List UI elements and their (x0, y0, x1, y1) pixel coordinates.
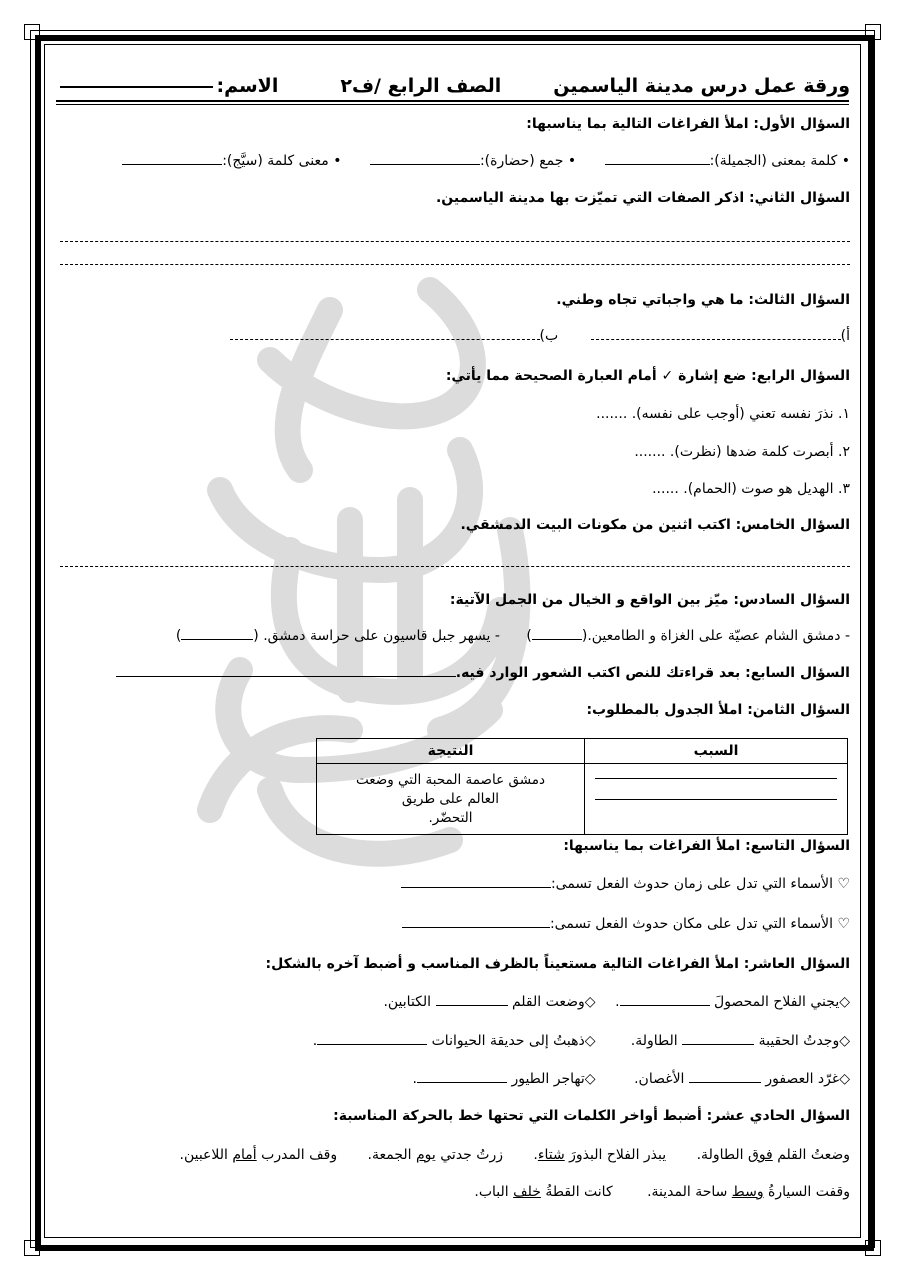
worksheet-header (60, 68, 850, 104)
q10-heading: السؤال العاشر: املأ الفراغات التالية مستعيناً بالظرف المناسب و أضبط آخره بالشكل: (265, 956, 850, 972)
q11-sentence: يبذر الفلاح البذورَ شتاء. (533, 1147, 667, 1163)
q9-heading: السؤال التاسع: املأ الفراغات بما يناسبها: (563, 838, 850, 854)
diamond-bullet-icon: ◇ (839, 1071, 850, 1087)
q10-item-text: . (412, 1071, 417, 1087)
q10-item-text: الأغصان. (634, 1071, 685, 1087)
q1-item-2-blank[interactable] (370, 163, 480, 165)
result-line: دمشق عاصمة المحبة التي وضعت (355, 771, 546, 788)
q10-item (313, 1033, 596, 1049)
q6-paren: ) (175, 628, 182, 644)
q1-item-2-label: • جمع (حضارة): (479, 153, 577, 169)
q10-item-text: وضعت القلم (511, 994, 585, 1010)
underlined-word: خلف (513, 1184, 541, 1200)
q10-item-text: . (312, 1033, 318, 1049)
table-header-cause: السبب (585, 739, 848, 764)
q6-item-2-blank[interactable] (181, 638, 253, 640)
result-line: التحضّر. (428, 809, 473, 826)
q11-sentence: وقف المدرب أمام اللاعبين. (179, 1147, 338, 1163)
q9-item-label: الأسماء التي تدل على مكان حدوث الفعل تسمى: (549, 916, 833, 932)
q4-item: ١. نذرَ نفسه تعني (أوجب على نفسه). ....... (596, 406, 850, 422)
q11-heading: السؤال الحادي عشر: أضبط أواخر الكلمات التي تحتها خط بالحركة المناسبة: (333, 1108, 850, 1124)
underlined-word: أمام (232, 1147, 257, 1163)
q5-heading: السؤال الخامس: اكتب اثنين من مكونات البيت الدمشقي. (460, 517, 850, 533)
name-field[interactable] (60, 85, 213, 88)
q10-item (600, 1033, 850, 1049)
q9-item (60, 876, 850, 892)
cause-effect-table (316, 738, 848, 835)
q10-item (383, 994, 595, 1010)
q4-item: ٢. أبصرت كلمة ضدها (نظرت). ....... (634, 444, 850, 460)
q9-item (60, 916, 850, 932)
q2-heading: السؤال الثاني: اذكر الصفات التي تميّزت بها مدينة الياسمين. (435, 190, 850, 206)
q10-item-text: يجني الفلاح المحصولَ (714, 994, 840, 1010)
q4-item: ٣. الهديل هو صوت (الحمام). ...... (652, 481, 850, 497)
q2-answer-line[interactable] (60, 264, 850, 265)
q10-item-text: . (615, 994, 620, 1010)
border-corner-ornament (24, 1240, 40, 1256)
border-corner-ornament (24, 24, 40, 40)
q7-row (60, 665, 850, 681)
q5-answer-line[interactable] (60, 566, 850, 567)
q10-item-text: الكتابين. (383, 994, 432, 1010)
q10-blank[interactable] (620, 1004, 710, 1006)
q10-row (60, 994, 850, 1010)
q11-line (60, 1147, 850, 1163)
q9-item-label: الأسماء التي تدل على زمان حدوث الفعل تسمى: (550, 876, 833, 892)
q3-b-label: ب) (539, 328, 559, 344)
q1-item-1-blank[interactable] (605, 163, 710, 165)
underlined-word: يوم (416, 1147, 436, 1163)
q11-sentence: زرتُ جدتي يوم الجمعة. (367, 1147, 503, 1163)
q10-item (600, 994, 850, 1010)
q11-sentence: وضعتُ القلم فوق الطاولة. (696, 1147, 850, 1163)
border-corner-ornament (865, 24, 881, 40)
q3-answers (60, 328, 850, 344)
diamond-bullet-icon: ◇ (584, 1071, 596, 1087)
q6-item-1: - دمشق الشام عصيّة على الغزاة و الطامعين.( (581, 628, 850, 644)
border-corner-ornament (865, 1240, 881, 1256)
q6-item-2: - يسهر جبل قاسيون على حراسة دمشق. ( (253, 628, 500, 644)
q1-item-1-label: • كلمة بمعنى (الجميلة): (709, 153, 850, 169)
worksheet (60, 60, 850, 1230)
q10-item-text: الطاولة. (630, 1033, 678, 1049)
q11-sentence: كانت القطةُ خلف الباب. (474, 1184, 613, 1200)
q1-heading: السؤال الأول: املأ الفراغات التالية بما يناسبها: (526, 116, 850, 132)
q3-heading: السؤال الثالث: ما هي واجباتي تجاه وطني. (556, 292, 850, 308)
q6-paren: ) (526, 628, 532, 644)
q10-item-text: وجدتُ الحقيبة (758, 1033, 840, 1049)
cause-answer-line[interactable] (595, 799, 837, 800)
q10-blank[interactable] (417, 1081, 507, 1083)
q3-a-label: أ) (840, 328, 850, 344)
q11-sentence: وقفت السيارةُ وسط ساحة المدينة. (647, 1184, 850, 1200)
q1-item-3-blank[interactable] (122, 163, 222, 165)
diamond-bullet-icon: ◇ (839, 994, 850, 1010)
diamond-bullet-icon: ◇ (584, 1033, 596, 1049)
heart-bullet-icon: ♡ (837, 916, 850, 932)
result-cell (317, 764, 585, 835)
q10-blank[interactable] (682, 1043, 754, 1045)
underlined-word: فوق (747, 1147, 773, 1163)
q1-items (60, 153, 850, 169)
diamond-bullet-icon: ◇ (584, 994, 596, 1010)
q10-item (600, 1071, 850, 1087)
q8-heading: السؤال الثامن: املأ الجدول بالمطلوب: (586, 702, 850, 718)
q10-item-text: تهاجر الطيور (511, 1071, 585, 1087)
cause-answer-line[interactable] (595, 778, 837, 779)
result-line: العالم على طريق (401, 790, 500, 807)
diamond-bullet-icon: ◇ (839, 1033, 850, 1049)
header-divider (56, 104, 849, 105)
q10-blank[interactable] (317, 1043, 427, 1045)
q10-item (413, 1071, 596, 1087)
q6-items (60, 628, 850, 644)
q2-answer-line[interactable] (60, 241, 850, 242)
q10-blank[interactable] (689, 1081, 761, 1083)
table-header-result: النتيجة (317, 739, 585, 764)
worksheet-title: ورقة عمل درس مدينة الياسمين (553, 75, 850, 97)
q11-line (60, 1184, 850, 1200)
q6-item-1-blank[interactable] (532, 638, 582, 640)
q4-heading: السؤال الرابع: ضع إشارة ✓ أمام العبارة الصحيحة مما يأتي: (445, 368, 850, 384)
q10-row (60, 1071, 850, 1087)
q7-heading: السؤال السابع: بعد قراءتك للنص اكتب الشعور الوارد فيه. (455, 665, 850, 681)
name-label: الاسم: (216, 75, 279, 97)
q9-item-blank[interactable] (402, 926, 550, 928)
q10-item-text: غرّد العصفور (765, 1071, 840, 1087)
q3-a-blank[interactable] (591, 338, 841, 340)
q10-item-text: ذهبتُ إلى حديقة الحيوانات (431, 1033, 585, 1049)
q6-heading: السؤال السادس: ميّز بين الواقع و الخيال من الجمل الآتية: (449, 592, 850, 608)
underlined-word: وسط (731, 1184, 764, 1200)
cause-cell[interactable] (585, 764, 848, 835)
q1-item-3-label: • معنى كلمة (سيَّج): (222, 153, 342, 169)
q3-b-blank[interactable] (230, 338, 540, 340)
grade-label: الصف الرابع /ف٢ (340, 75, 502, 97)
header-divider (56, 100, 849, 102)
heart-bullet-icon: ♡ (837, 876, 850, 892)
underlined-word: شتاء (537, 1147, 565, 1163)
q10-blank[interactable] (436, 1004, 508, 1006)
q9-item-blank[interactable] (401, 886, 551, 888)
q7-answer-blank[interactable] (116, 675, 456, 677)
q10-row (60, 1033, 850, 1049)
